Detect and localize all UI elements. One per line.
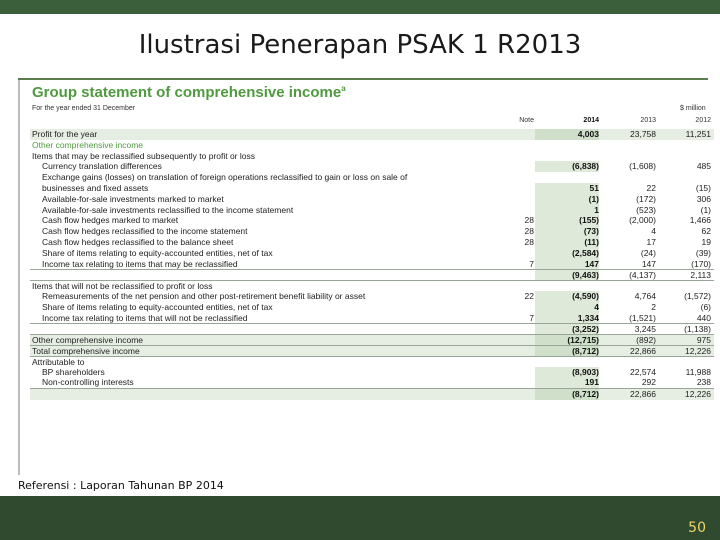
row-label: Other comprehensive income bbox=[32, 139, 144, 150]
row-label: BP shareholders bbox=[42, 366, 105, 377]
row-value-2013: 22,866 bbox=[630, 346, 656, 356]
row-value-2014: (9,463) bbox=[535, 270, 599, 281]
financial-statement-image bbox=[30, 84, 714, 474]
row-value-2012: (6) bbox=[700, 301, 711, 312]
row-value-2012: 12,226 bbox=[685, 389, 711, 400]
row-label: Profit for the year bbox=[32, 129, 98, 139]
row-value-2012: 485 bbox=[696, 161, 711, 172]
row-value-2012: 1,466 bbox=[689, 215, 711, 226]
statement-row bbox=[30, 302, 714, 313]
column-header-2013: 2013 bbox=[640, 117, 656, 124]
reference-note: Referensi : Laporan Tahunan BP 2014 bbox=[18, 479, 224, 492]
row-label: Cash flow hedges reclassified to the balance sheet bbox=[42, 237, 234, 247]
statement-row bbox=[30, 194, 714, 205]
row-value-2014: (8,712) bbox=[535, 346, 599, 357]
row-value-2013: 4,764 bbox=[634, 291, 656, 301]
statement-row bbox=[30, 161, 714, 172]
row-label: Items that will not be reclassified to profit or loss bbox=[32, 281, 213, 292]
row-value-2013: 147 bbox=[641, 258, 656, 269]
statement-row bbox=[30, 172, 714, 183]
row-value-2012: 11,988 bbox=[685, 366, 711, 377]
row-value-2012: 2,113 bbox=[690, 270, 711, 281]
row-value-2013: 17 bbox=[646, 237, 656, 247]
row-value-2012: 62 bbox=[701, 226, 711, 237]
row-value-2012: (1) bbox=[700, 204, 711, 215]
row-value-2013: 22,574 bbox=[630, 366, 656, 377]
row-label: Attributable to bbox=[32, 356, 85, 367]
row-label: Cash flow hedges marked to market bbox=[42, 215, 179, 226]
row-value-2012: (15) bbox=[695, 183, 711, 193]
row-value-2013: 292 bbox=[641, 377, 656, 388]
row-label: Available-for-sale investments marked to market bbox=[42, 193, 224, 204]
row-value-2012: (1,138) bbox=[684, 324, 711, 335]
row-value-2014: (4,590) bbox=[535, 291, 599, 302]
row-value-2012: (1,572) bbox=[684, 291, 711, 301]
statement-row bbox=[30, 388, 714, 400]
row-value-2014: 4,003 bbox=[535, 129, 599, 140]
row-label: Available-for-sale investments reclassified to the income statement bbox=[42, 204, 294, 215]
statement-row bbox=[30, 377, 714, 388]
row-label: Income tax relating to items that may be reclassified bbox=[42, 258, 238, 269]
statement-row bbox=[30, 226, 714, 237]
row-value-2014: (3,252) bbox=[535, 324, 599, 335]
row-value-2013: (1,608) bbox=[629, 161, 656, 172]
row-value-2013: (523) bbox=[636, 204, 656, 215]
row-note: 28 bbox=[524, 226, 534, 237]
statement-row bbox=[30, 215, 714, 226]
row-value-2013: 22 bbox=[646, 183, 656, 193]
statement-row bbox=[30, 291, 714, 302]
row-value-2014: 4 bbox=[535, 302, 599, 313]
title-divider bbox=[18, 78, 708, 80]
statement-row bbox=[30, 248, 714, 259]
row-value-2014: 1 bbox=[535, 205, 599, 216]
row-label: Remeasurements of the net pension and other post-retirement benefit liability or asset bbox=[42, 291, 366, 301]
row-note: 28 bbox=[524, 237, 534, 247]
row-note: 7 bbox=[529, 312, 534, 323]
row-value-2014: (6,838) bbox=[535, 161, 599, 172]
row-value-2014: (1) bbox=[535, 194, 599, 205]
row-note: 7 bbox=[529, 258, 534, 269]
row-value-2013: 22,866 bbox=[630, 389, 656, 400]
row-value-2012: (39) bbox=[695, 247, 711, 258]
row-label: businesses and fixed assets bbox=[42, 183, 149, 193]
row-value-2014: (8,903) bbox=[535, 367, 599, 378]
statement-row bbox=[30, 140, 714, 151]
row-value-2014: (8,712) bbox=[535, 389, 599, 400]
row-label: Non-controlling interests bbox=[42, 377, 134, 388]
row-label: Items that may be reclassified subsequently to profit or loss bbox=[32, 150, 255, 161]
row-value-2013: (172) bbox=[636, 193, 656, 204]
row-value-2014: (12,715) bbox=[535, 335, 599, 346]
row-value-2012: (170) bbox=[691, 258, 711, 269]
row-value-2014: 191 bbox=[535, 377, 599, 388]
statement-row bbox=[30, 129, 714, 140]
row-label: Other comprehensive income bbox=[32, 335, 144, 346]
row-value-2013: (24) bbox=[640, 247, 656, 258]
row-value-2014: 147 bbox=[535, 259, 599, 270]
row-value-2012: 238 bbox=[696, 377, 711, 388]
row-value-2012: 975 bbox=[696, 335, 711, 346]
row-value-2012: 19 bbox=[701, 237, 711, 247]
row-value-2014: (73) bbox=[535, 226, 599, 237]
column-header-2014: 2014 bbox=[583, 117, 599, 124]
row-value-2012: 440 bbox=[696, 312, 711, 323]
row-value-2014: (155) bbox=[535, 215, 599, 226]
row-value-2012: 306 bbox=[696, 193, 711, 204]
statement-row bbox=[30, 259, 714, 270]
row-value-2013: 4 bbox=[651, 226, 656, 237]
row-value-2013: (2,000) bbox=[629, 215, 656, 226]
row-label: Currency translation differences bbox=[42, 161, 162, 172]
column-header-2012: 2012 bbox=[695, 117, 711, 124]
statement-row bbox=[30, 151, 714, 162]
row-label: Share of items relating to equity-accounted entities, net of tax bbox=[42, 247, 273, 258]
row-label: Exchange gains (losses) on translation of foreign operations reclassified to gain or loss on sale of bbox=[42, 172, 408, 183]
row-label: Total comprehensive income bbox=[32, 346, 140, 356]
row-value-2013: (1,521) bbox=[629, 312, 656, 323]
statement-row bbox=[30, 183, 714, 194]
top-accent-bar bbox=[0, 0, 720, 14]
row-value-2013: 3,245 bbox=[634, 324, 656, 335]
slide-title: Ilustrasi Penerapan PSAK 1 R2013 bbox=[138, 30, 582, 60]
row-value-2014: 1,334 bbox=[535, 313, 599, 324]
row-value-2012: 12,226 bbox=[685, 346, 711, 356]
page-number: 50 bbox=[688, 520, 706, 536]
statement-title bbox=[32, 84, 346, 101]
statement-row bbox=[30, 367, 714, 378]
row-value-2014: 51 bbox=[535, 183, 599, 194]
statement-row bbox=[30, 237, 714, 248]
statement-title-text: Group statement of comprehensive income bbox=[32, 84, 342, 101]
statement-row bbox=[30, 205, 714, 216]
row-value-2014: (2,584) bbox=[535, 248, 599, 259]
statement-period: For the year ended 31 December bbox=[32, 105, 136, 112]
column-header-note: Note bbox=[519, 117, 534, 124]
row-note: 28 bbox=[524, 215, 534, 226]
statement-unit: $ million bbox=[680, 105, 706, 112]
statement-row bbox=[30, 313, 714, 324]
row-value-2014: (11) bbox=[535, 237, 599, 248]
left-border bbox=[18, 80, 20, 475]
row-value-2013: 23,758 bbox=[630, 129, 656, 139]
row-value-2013: (4,137) bbox=[629, 270, 656, 281]
row-note: 22 bbox=[524, 291, 534, 301]
row-value-2013: 2 bbox=[651, 301, 656, 312]
row-value-2012: 11,251 bbox=[685, 129, 711, 139]
statement-title-footnote: a bbox=[341, 84, 346, 93]
row-value-2013: (892) bbox=[636, 335, 656, 346]
row-label: Share of items relating to equity-accounted entities, net of tax bbox=[42, 301, 273, 312]
footer-bar bbox=[0, 496, 720, 540]
row-label: Income tax relating to items that will not be reclassified bbox=[42, 312, 248, 323]
row-label: Cash flow hedges reclassified to the income statement bbox=[42, 226, 248, 237]
